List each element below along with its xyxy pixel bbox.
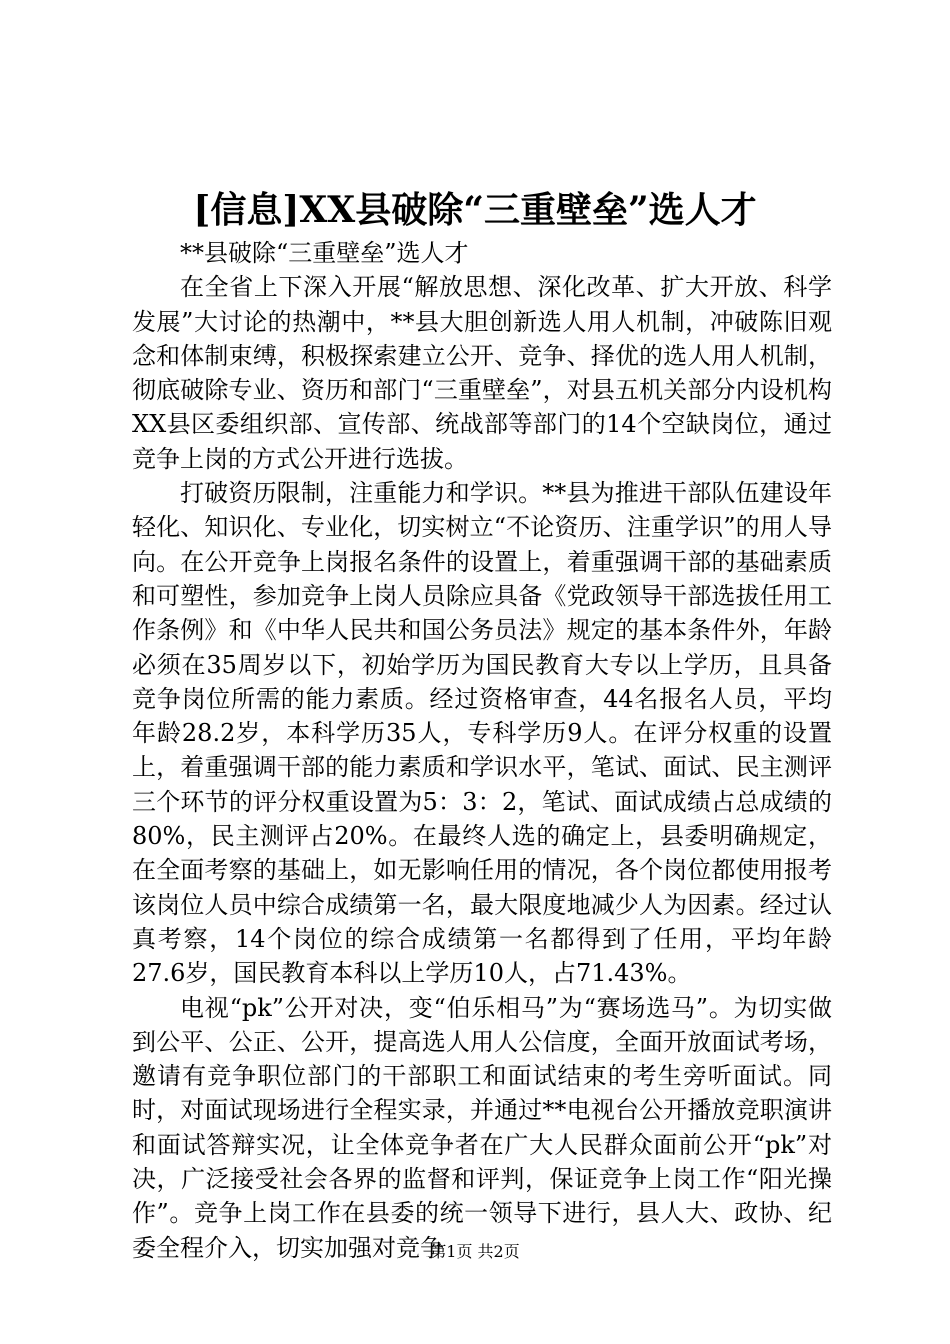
document-title: [信息]XX县破除“三重壁垒”选人才 <box>193 189 757 231</box>
body-paragraph: 打破资历限制，注重能力和学识。**县为推进干部队伍建设年轻化、知识化、专业化，切实树立“不论资历、注重学识”的用人导向。在公开竞争上岗报名条件的设置上，着重强调干部的基础素质和可塑性，参加竞争上岗人员除应具备《党政领导干部选拔任用工作条例》和《中华人民共和国公务员法》规定的基本条件外，年龄必须在35周岁以下，初始学历为国民教育大专以上学历，且具备竞争岗位所需的能力素质。经过资格审查，44名报名人员，平均年龄28.2岁，本科学历35人，专科学历9人。在评分权重的设置上，着重强调干部的能力素质和学识水平，笔试、面试、民主测评三个环节的评分权重设置为5：3：2，笔试、面试成绩占总成绩的80%，民主测评占20%。在最终人选的确定上，县委明确规定，在全面考察的基础上，如无影响任用的情况，各个岗位都使用报考该岗位人员中综合成绩第一名，最大限度地减少人为因素。经过认真考察，14个岗位的综合成绩第一名都得到了任用，平均年龄27.6岁，国民教育本科以上学历10人，占71.43%。 <box>132 479 832 988</box>
document-body <box>132 236 832 1265</box>
body-paragraph: 电视“pk”公开对决，变“伯乐相马”为“赛场选马”。为切实做到公平、公正、公开，提高选人用人公信度，全面开放面试考场，邀请有竞争职位部门的干部职工和面试结束的考生旁听面试。同时，对面试现场进行全程实录，并通过**电视台公开播放竞职演讲和面试答辩实况，让全体竞争者在广大人民群众面前公开“pk”对决，广泛接受社会各界的监督和评判，保证竞争上岗工作“阳光操作”。竞争上岗工作在县委的统一领导下进行，县人大、政协、纪委全程介入，切实加强对竞争 <box>132 993 832 1262</box>
page-number: 第1页 共2页 <box>430 1242 520 1261</box>
subtitle-paragraph: **县破除“三重壁垒”选人才 <box>180 239 469 267</box>
page-footer <box>0 1240 950 1264</box>
body-paragraph: 在全省上下深入开展“解放思想、深化改革、扩大开放、科学发展”大讨论的热潮中，**县大胆创新选人用人机制，冲破陈旧观念和体制束缚，积极探索建立公开、竞争、择优的选人用人机制，彻底破除专业、资历和部门“三重壁垒”，对县五机关部分内设机构XX县区委组织部、宣传部、统战部等部门的14个空缺岗位，通过竞争上岗的方式公开进行选拔。 <box>132 273 832 473</box>
